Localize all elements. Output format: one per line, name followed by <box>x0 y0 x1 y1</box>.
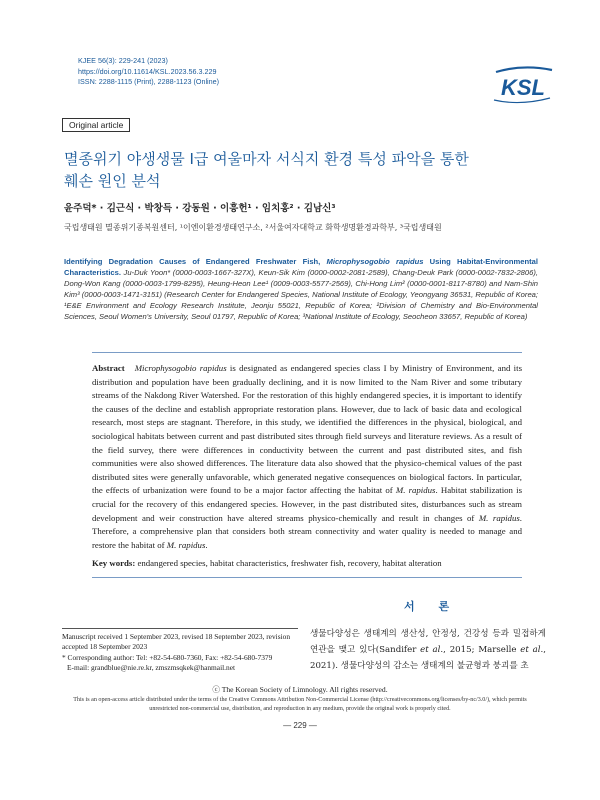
title-line-1: 멸종위기 야생생물 I급 여울마자 서식지 환경 특성 파악을 통한 <box>64 150 469 168</box>
divider-bottom <box>92 577 522 578</box>
keywords-text: endangered species, habitat characteristics, freshwater fish, recovery, habitat alteration <box>135 558 442 568</box>
journal-citation: KJEE 56(3): 229-241 (2023) <box>78 56 168 65</box>
author-email: E-mail: grandblue@nie.re.kr, zmszmsqkek@hanmail.net <box>67 663 236 673</box>
footnote-divider <box>62 628 298 629</box>
journal-issn: ISSN: 2288-1115 (Print), 2288-1123 (Online) <box>78 77 220 86</box>
abstract-species: Microphysogobio rapidus <box>134 363 227 373</box>
logo-text: KSL <box>501 75 545 100</box>
journal-info <box>78 56 219 88</box>
corresponding-author: * Corresponding author: Tel: +82-54-680-7360, Fax: +82-54-680-7379 <box>62 652 273 662</box>
title-line-2: 훼손 원인 분석 <box>64 172 161 190</box>
english-title: Identifying Degradation Causes of Endangered Freshwater Fish, Microphysogobio rapidus Using Habitat-Environmental Characteristics. <box>64 257 538 278</box>
abstract: Abstract Microphysogobio rapidus is designated as endangered species class I by Ministry of Environment, and its distribution and population have been gradually declining, and it is now limited to the Nam River and some tributary streams of the Nakdong River Watershed. For the restoration of this highly endangered species, it is important to identify the causes of the decline and establish appropriate restoration plans. However, due to lack of basic data and ecological research, most steps are stagnant. Therefore, in this study, we identified the differences in the physical, biological, and sociological habitats between current and past distributed sites through field surveys and literature reviews. As a result of the field survey, there were differences in conductivity between the current and past distributed sites, and fish communities were also showed differences. The literature data also showed that the physico-chemical values of the past distributed sites were generally unfavorable, which generated negative consequences on biological factors. In particular, the effects of urbanization were found to be a major factor affecting the habitat of M. rapidus. Habitat stabilization is crucial for the recovery of this endangered species. However, in the past distributed sites, disturbances such as stream development and weir construction have altered streams physico-chemically and result in changes of M. rapidus. Therefore, a comprehensive plan that considers both stream connectivity and water quality is needed to manage and restore the habitat of M. rapidus. <box>92 363 522 550</box>
manuscript-dates: Manuscript received 1 September 2023, revised 18 September 2023, revision accepted 18 September 2023 <box>62 632 291 652</box>
manuscript-info <box>62 632 298 674</box>
english-title-species: Microphysogobio rapidus <box>326 257 424 266</box>
introduction-text: 생물다양성은 생태계의 생산성, 안정성, 건강성 등과 밀접하게 연관을 맺고 있다(Sandifer et al., 2015; Marselle et al., 2021). 생물다양성의 감소는 생태계의 불균형과 붕괴를 초 <box>310 629 546 672</box>
page-number: — 229 — <box>283 721 317 730</box>
license-notice: This is an open-access article distributed under the terms of the Creative Commons Attribution Non-Commercial License (http://creativecommons.org/licenses/by-nc/3.0/), which permits unrestricted non-commercial use, distribution, and reproduction in any medium, provide the original work is properly cited. <box>73 697 527 712</box>
copyright-notice: ⓒ The Korean Society of Limnology. All rights reserved. <box>212 685 388 694</box>
keywords-label: Key words: <box>92 558 136 568</box>
english-header <box>64 256 538 323</box>
article-type-badge: Original article <box>62 118 130 132</box>
abstract-label: Abstract <box>92 363 125 373</box>
english-authors: Ju-Duk Yoon* (0000-0003-1667-327X), Keun-Sik Kim (0000-0002-2081-2589), Chang-Deuk Park (0000-0002-7832-2806), Dong-Won Kang (0000-0003-1799-8295), Heung-Heon Lee¹ (0009-0003-5577-2569), Chi-Hong Lim² (0000-0001-8117-8780) and Nam-Shin Kim³ (0000-0003-1471-3151) <box>64 268 538 300</box>
authors-korean: 윤주덕* · 김근식 · 박창득 · 강동원 · 이흥헌¹ · 임치홍² · 김남신³ <box>64 203 336 214</box>
section-heading-introduction: 서 론 <box>404 600 460 613</box>
english-institutes: (Research Center for Endangered Species, National Institute of Ecology, Yeongyang 36531, Republic of Korea; ¹E&E Environment and Ecology Research Institute, Jeonju 55021, Republic of Korea; ²Division of Chemistry and Bio-Environmental Sciences, Seoul Women's University, Seoul 01797, Republic of Korea; ³National Institute of Ecology, Seocheon 33657, Republic of Korea) <box>64 290 538 322</box>
divider-top <box>92 352 522 353</box>
affiliations-korean: 국립생태원 멸종위기종복원센터, ¹이엔이환경생태연구소, ²서울여자대학교 화학생명환경과학부, ³국립생태원 <box>64 223 442 232</box>
title-korean <box>64 148 544 192</box>
keywords <box>92 558 522 568</box>
journal-doi[interactable]: https://doi.org/10.11614/KSL.2023.56.3.229 <box>78 66 217 76</box>
ksl-logo <box>490 62 556 106</box>
